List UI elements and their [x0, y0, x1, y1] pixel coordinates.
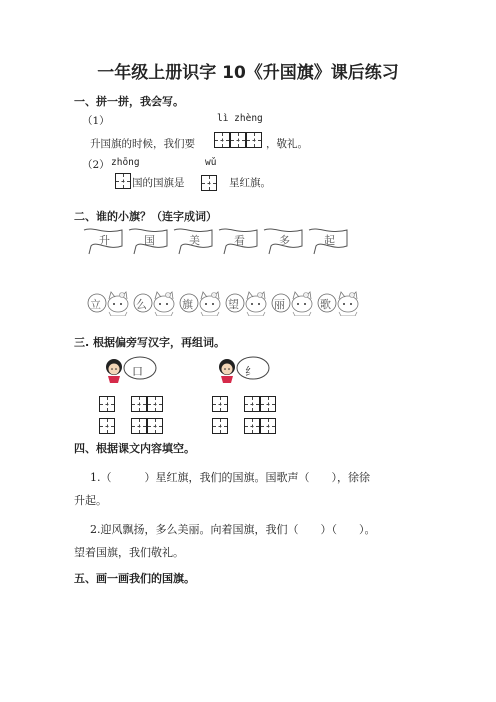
section-2-heading: 二、谁的小旗？（连字成词） — [74, 210, 217, 223]
kitty-card[interactable] — [224, 290, 272, 316]
kitty-character: 望 — [228, 298, 239, 311]
answer-grid-box[interactable] — [131, 418, 147, 434]
flag-card[interactable] — [262, 226, 306, 256]
radical-card-mouth — [102, 355, 162, 385]
q1-pinyin: lì zhèng — [217, 113, 263, 124]
kitty-card[interactable] — [86, 290, 134, 316]
flag-card[interactable] — [82, 226, 126, 256]
answer-grid-box[interactable] — [230, 132, 246, 148]
answer-grid-box[interactable] — [244, 396, 260, 412]
kitty-character: 歌 — [320, 298, 331, 311]
answer-grid-box[interactable] — [147, 418, 163, 434]
radical-label: 纟 — [245, 365, 256, 378]
answer-grid-box[interactable] — [131, 396, 147, 412]
fill-blank-1-line-1: 1.（ ）星红旗，我们的国旗。国歌声（ ），徐徐 — [90, 471, 370, 484]
answer-grid-box[interactable] — [214, 132, 230, 148]
flag-character: 美 — [189, 234, 200, 247]
kitty-character: 旗 — [182, 298, 193, 311]
answer-grid-box[interactable] — [212, 418, 228, 434]
answer-grid-box[interactable] — [201, 175, 217, 191]
answer-grid-box[interactable] — [246, 132, 262, 148]
answer-grid-box[interactable] — [212, 396, 228, 412]
answer-grid-box[interactable] — [115, 173, 131, 189]
kitty-character: 丽 — [274, 298, 285, 311]
flag-card[interactable] — [217, 226, 261, 256]
answer-grid-box[interactable] — [99, 396, 115, 412]
answer-grid-box[interactable] — [260, 396, 276, 412]
fill-blank-2-line-1: 2.迎风飘扬，多么美丽。向着国旗，我们（ ）（ ）。 — [90, 523, 376, 536]
section-4-heading: 四、根据课文内容填空。 — [74, 442, 195, 455]
q2-pinyin-wu: wǔ — [205, 157, 217, 168]
flag-character: 升 — [99, 234, 110, 247]
answer-grid-box[interactable] — [147, 396, 163, 412]
radical-card-silk — [215, 355, 275, 385]
flag-card[interactable] — [172, 226, 216, 256]
kitty-card[interactable] — [270, 290, 318, 316]
fill-blank-1-line-2: 升起。 — [74, 494, 107, 507]
flag-card[interactable] — [127, 226, 171, 256]
radical-label: 口 — [132, 365, 143, 378]
kitty-card[interactable] — [132, 290, 180, 316]
kitty-character: 么 — [136, 298, 147, 311]
kitty-character: 立 — [90, 298, 101, 311]
fill-blank-2-line-2: 望着国旗，我们敬礼。 — [74, 546, 184, 559]
flag-character: 起 — [324, 234, 335, 247]
kitty-card[interactable] — [178, 290, 226, 316]
q1-text-after: ，敬礼。 — [266, 138, 308, 150]
q2-text-before: 国的国旗是 — [132, 177, 185, 189]
q1-number: （1） — [82, 115, 110, 127]
answer-grid-box[interactable] — [244, 418, 260, 434]
section-3-heading: 三. 根据偏旁写汉字，再组词。 — [74, 336, 226, 349]
section-1-heading: 一、拼一拼，我会写。 — [74, 95, 184, 108]
q2-pinyin-zhong: zhōng — [111, 157, 140, 168]
q2-number: （2） — [82, 159, 110, 171]
flag-character: 看 — [234, 234, 245, 247]
answer-grid-box[interactable] — [260, 418, 276, 434]
q2-text-after: 星红旗。 — [229, 177, 271, 189]
section-5-heading: 五、画一画我们的国旗。 — [74, 572, 195, 585]
q1-text-before: 升国旗的时候，我们要 — [90, 138, 195, 150]
flag-card[interactable] — [307, 226, 351, 256]
flag-character: 国 — [144, 234, 155, 247]
flag-character: 多 — [279, 234, 290, 247]
answer-grid-box[interactable] — [99, 418, 115, 434]
page-title: 一年级上册识字 10《升国旗》课后练习 — [97, 63, 399, 83]
kitty-card[interactable] — [316, 290, 364, 316]
